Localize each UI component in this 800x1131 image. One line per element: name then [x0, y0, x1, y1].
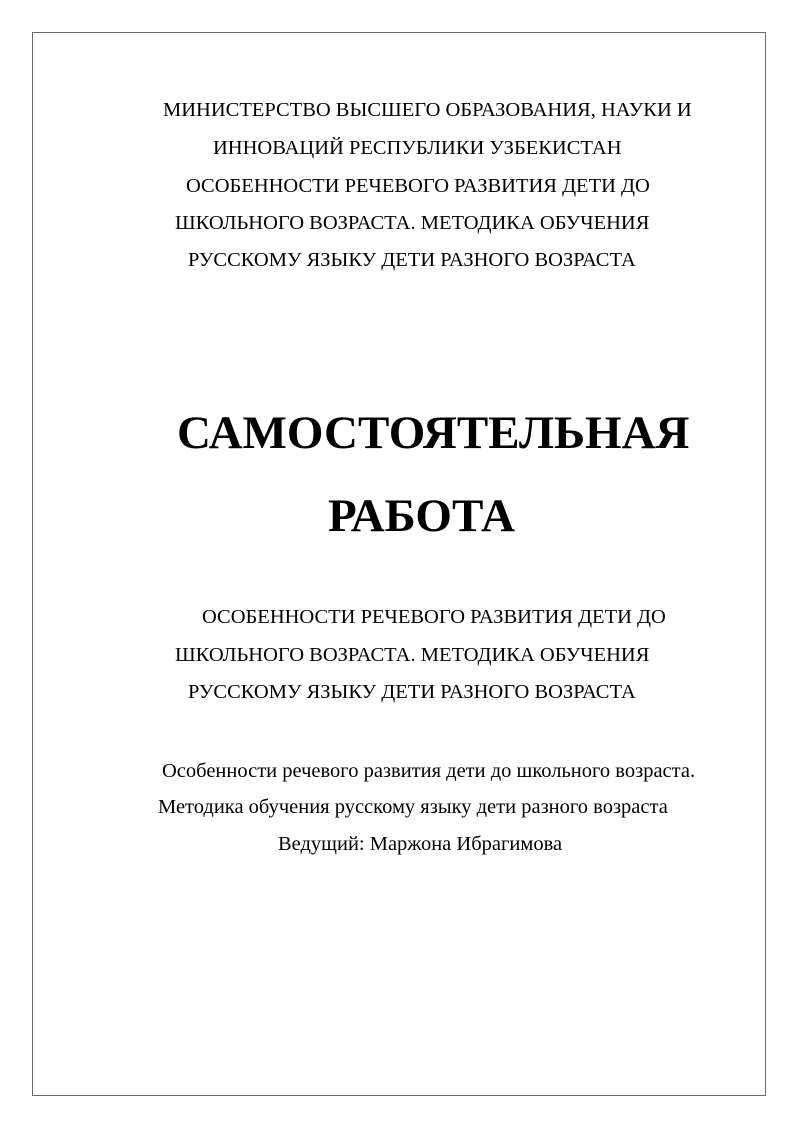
topic-line-2: ШКОЛЬНОГО ВОЗРАСТА. МЕТОДИКА ОБУЧЕНИЯ — [175, 644, 650, 666]
title-line-1: САМОСТОЯТЕЛЬНАЯ — [177, 407, 690, 459]
header-line-3: ОСОБЕННОСТИ РЕЧЕВОГО РАЗВИТИЯ ДЕТИ ДО — [186, 175, 650, 197]
details-line-2: Методика обучения русскому языку дети разного возраста — [158, 796, 668, 818]
presenter-name: Ведущий: Маржона Ибрагимова — [278, 833, 563, 855]
details-line-1: Особенности речевого развития дети до школьного возраста. — [162, 760, 696, 782]
topic-line-3: РУССКОМУ ЯЗЫКУ ДЕТИ РАЗНОГО ВОЗРАСТА — [188, 681, 636, 703]
header-line-5: РУССКОМУ ЯЗЫКУ ДЕТИ РАЗНОГО ВОЗРАСТА — [188, 249, 636, 271]
header-line-4: ШКОЛЬНОГО ВОЗРАСТА. МЕТОДИКА ОБУЧЕНИЯ — [175, 212, 650, 234]
title-line-2: РАБОТА — [328, 490, 515, 542]
topic-line-1: ОСОБЕННОСТИ РЕЧЕВОГО РАЗВИТИЯ ДЕТИ ДО — [202, 606, 666, 628]
header-line-1: МИНИСТЕРСТВО ВЫСШЕГО ОБРАЗОВАНИЯ, НАУКИ И — [163, 99, 692, 121]
header-line-2: ИННОВАЦИЙ РЕСПУБЛИКИ УЗБЕКИСТАН — [213, 137, 622, 159]
